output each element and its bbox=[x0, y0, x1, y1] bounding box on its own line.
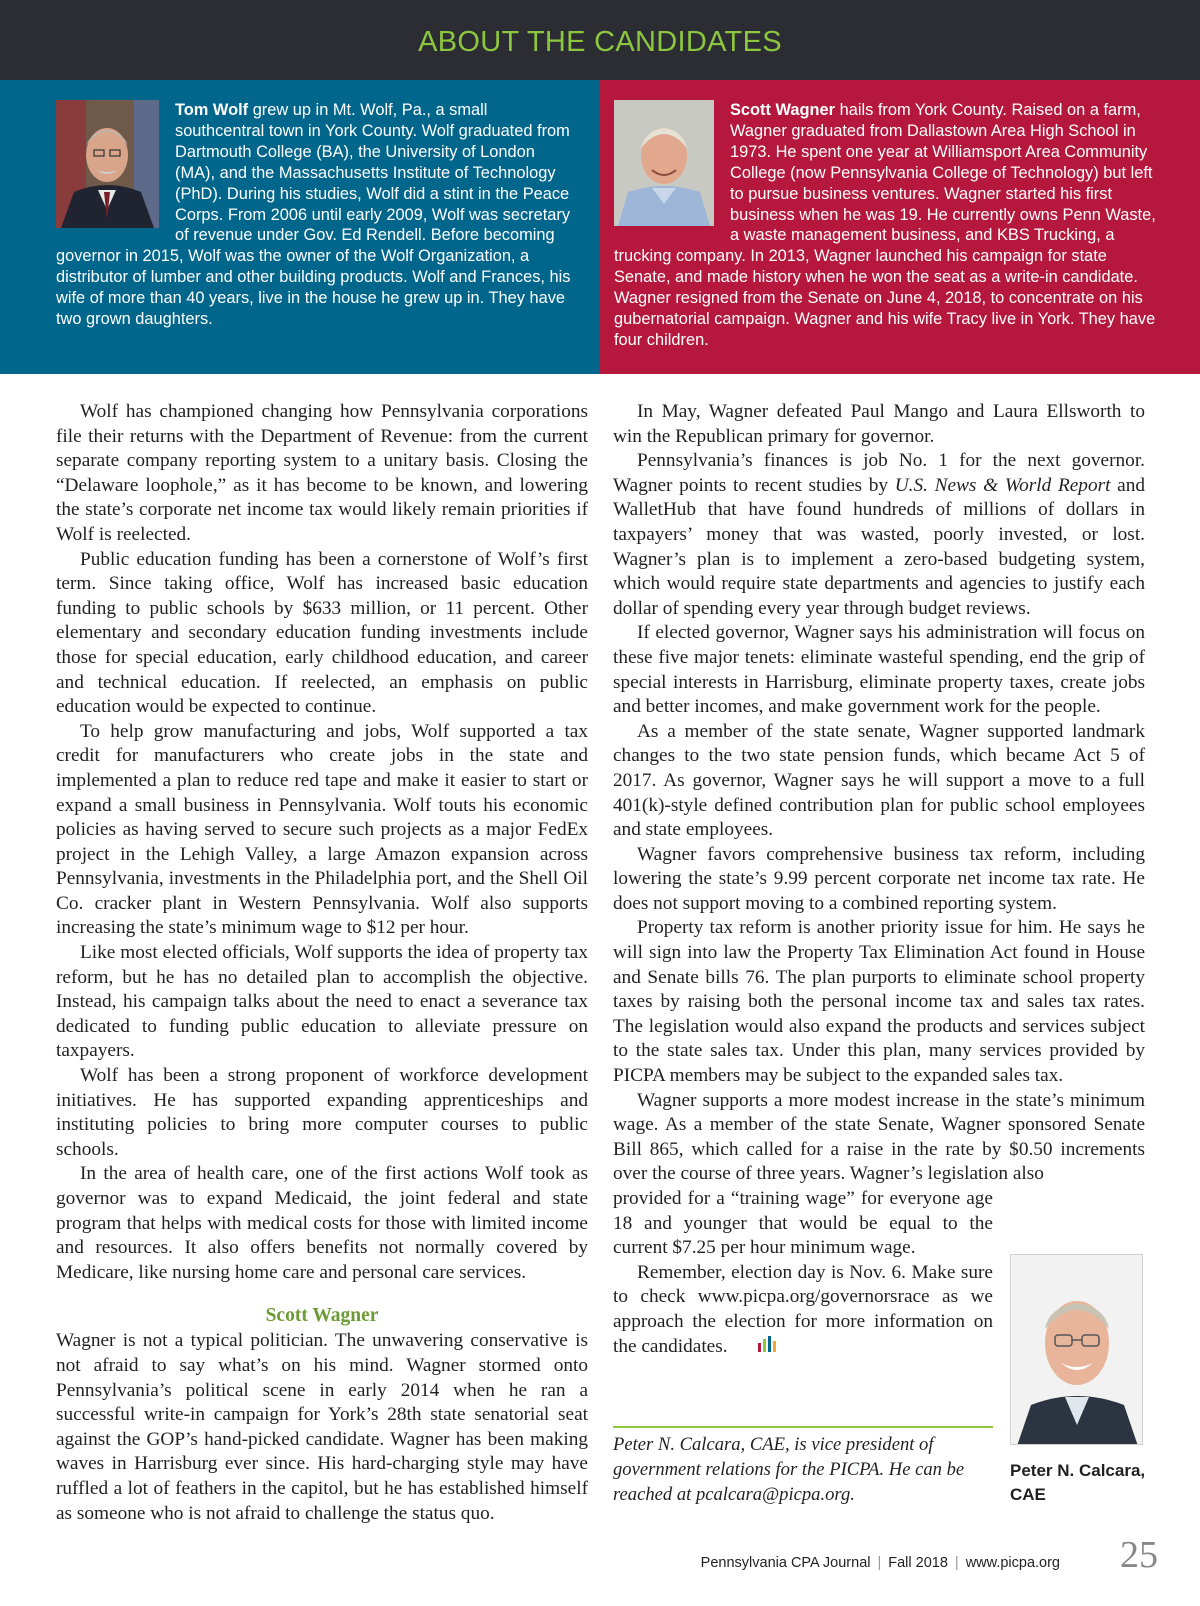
wagner-name: Scott Wagner bbox=[730, 101, 836, 119]
scott-wagner-photo bbox=[614, 100, 714, 226]
narrow-text-block bbox=[613, 1187, 993, 1360]
footer-separator: | bbox=[954, 1555, 959, 1571]
page-number: 25 bbox=[1120, 1534, 1158, 1576]
author-caption-line: Peter N. Calcara, bbox=[1010, 1461, 1146, 1480]
website-link[interactable]: www.picpa.org bbox=[965, 1555, 1060, 1571]
author-divider bbox=[613, 1426, 993, 1428]
wolf-name: Tom Wolf bbox=[175, 101, 249, 119]
text-run: and WalletHub that have found hundreds of millions of dollars in taxpayers’ money that was wasted, poorly invested, or lost. Wagner’s plan is to implement a zero-based budgeting system, which would require state departments and agencies to justify each dollar of spending every year through budget reviews. bbox=[613, 474, 1145, 619]
body-paragraph: In the area of health care, one of the first actions Wolf took as governor was to expand Medicaid, the joint federal and state program that helps with medical costs for those with limited income and resources. It also offers benefits not normally covered by Medicare, like nursing home care and personal care services. bbox=[56, 1163, 588, 1283]
body-paragraph bbox=[613, 449, 1145, 621]
journal-name: Pennsylvania CPA Journal bbox=[700, 1555, 871, 1571]
tom-wolf-photo bbox=[56, 100, 159, 228]
body-paragraph: Like most elected officials, Wolf supports the idea of property tax reform, but he has no detailed plan to accomplish the objective. Instead, his campaign talks about the need to enact a severance tax dedicated to funding public education to alleviate pressure on taxpayers. bbox=[56, 942, 588, 1062]
body-paragraph: Wagner supports a more modest increase in the state’s minimum wage. As a member of the state Senate, Wagner sponsored Senate Bill 865, which called for a raise in the rate by $0.50 increments over the course of three years. Wagner’s legislation also bbox=[613, 1089, 1145, 1185]
author-bio: Peter N. Calcara, CAE, is vice president of government relations for the PICPA. He can be reached at pcalcara@picpa.org. bbox=[613, 1434, 965, 1505]
left-column bbox=[56, 400, 588, 1526]
body-paragraph: To help grow manufacturing and jobs, Wolf supported a tax credit for manufacturers who create jobs in the state and implemented a plan to reduce red tape and make it easier to start or expand a small business in Pennsylvania. Wolf touts his economic policies as having served to secure such projects as a major FedEx project in the Lehigh Valley, a large Amazon expansion across Pennsylvania, investments in the Philadelphia port, and the Shell Oil Co. cracker plant in Western Pennsylvania. Wolf also supports increasing the state’s minimum wage to $12 per hour. bbox=[56, 720, 588, 939]
text-run: Pennsylvania’s finances is job No. 1 for the next governor. Wagner points to recent studies by bbox=[613, 450, 1145, 496]
author-caption-line: CAE bbox=[1010, 1485, 1046, 1504]
body-paragraph: Public education funding has been a cornerstone of Wolf’s first term. Since taking office, Wolf has increased basic education funding to public schools by $633 million, or 11 percent. Other elementary and secondary education funding investments include those for special education, early childhood education, and career and technical education. If reelected, an emphasis on public education would be expected to continue. bbox=[56, 548, 588, 718]
peter-calcara-photo bbox=[1010, 1254, 1143, 1445]
author-photo-caption bbox=[1010, 1459, 1170, 1507]
body-paragraph: As a member of the state senate, Wagner supported landmark changes to the two state pension funds, which became Act 5 of 2017. As governor, Wagner says he will support a move to a full 401(k)-style defined contribution plan for public school employees and state employees. bbox=[613, 720, 1145, 841]
picpa-end-mark-icon bbox=[732, 1335, 778, 1361]
wagner-bio-panel bbox=[600, 80, 1200, 374]
footer-separator: | bbox=[877, 1555, 882, 1571]
right-column bbox=[613, 400, 1145, 1360]
publication-title: U.S. News & World Report bbox=[894, 474, 1111, 496]
page-title: ABOUT THE CANDIDATES bbox=[418, 26, 782, 58]
scott-wagner-subhead: Scott Wagner bbox=[265, 1305, 379, 1327]
wolf-bio-text: grew up in Mt. Wolf, Pa., a small southcentral town in York County. Wolf graduated from Dartmouth College (BA), the University of London (MA), and the Massachusetts Institute of Technology (PhD). During his studies, Wolf did a stint in the Peace Corps. From 2006 until early 2009, Wolf was secretary of revenue under Gov. Ed Rendell. Before becoming governor in 2015, Wolf was the owner of the Wolf Organization, a distributor of lumber and other building products. Wolf and Frances, his wife of more than 40 years, live in the house he grew up in. They have two grown daughters. bbox=[56, 101, 571, 329]
body-paragraph: Wagner favors comprehensive business tax reform, including lowering the state’s 9.99 percent corporate net income tax rate. He does not support moving to a combined reporting system. bbox=[613, 843, 1145, 914]
body-paragraph: In May, Wagner defeated Paul Mango and Laura Ellsworth to win the Republican primary for governor. bbox=[613, 401, 1145, 447]
body-paragraph: Property tax reform is another priority issue for him. He says he will sign into law the Property Tax Elimination Act found in House and Senate bills 76. The plan purports to eliminate school property taxes by raising both the personal income tax and sales tax rates. The legislation would also expand the products and services subject to the state sales tax. Under this plan, many services provided by PICPA members may be subject to the expanded sales tax. bbox=[613, 917, 1145, 1087]
issue-date: Fall 2018 bbox=[888, 1555, 948, 1571]
body-paragraph: If elected governor, Wagner says his administration will focus on these five major tenets: eliminate wasteful spending, end the grip of special interests in Harrisburg, eliminate property taxes, create jobs and better incomes, and make government work for the people. bbox=[613, 622, 1145, 718]
body-paragraph: Wagner is not a typical politician. The unwavering conservative is not afraid to say what’s on his mind. Wagner stormed onto Pennsylvania’s political scene in early 2014 when he ran a successful write-in campaign for York’s 28th state senatorial seat against the GOP’s hand-picked candidate. Wagner has been making waves in Harrisburg ever since. His hard-charging style may have ruffled a lot of feathers in the capitol, but he has established himself as someone who is not afraid to challenge the status quo. bbox=[56, 1330, 588, 1524]
text-run: Remember, election day is Nov. 6. Make sure to check www.picpa.org/governorsrace as we approach the election for more information on the candidates. bbox=[613, 1261, 993, 1357]
wolf-bio-panel bbox=[0, 80, 600, 374]
body-paragraph: Wolf has been a strong proponent of workforce development initiatives. He has supported expanding apprenticeships and instituting policies to bring more computer courses to public schools. bbox=[56, 1065, 588, 1160]
body-paragraph: Wolf has championed changing how Pennsylvania corporations file their returns with the Department of Revenue: from the current separate company reporting system to a unitary basis. Closing the “Delaware loophole,” as it has become to be known, and lowering the state’s corporate net income tax would likely remain priorities if Wolf is reelected. bbox=[56, 401, 588, 545]
page-footer bbox=[701, 1555, 1060, 1571]
wagner-bio-text: hails from York County. Raised on a farm, Wagner graduated from Dallastown Area High School in 1973. He spent one year at Williamsport Area Community College (now Pennsylvania College of Technology) but left to pursue business ventures. Wagner started his first business when he was 19. He currently owns Penn Waste, a waste management business, and KBS Trucking, a trucking company. In 2013, Wagner launched his campaign for state Senate, and made history when he won the seat as a write-in candidate. Wagner resigned from the Senate on June 4, 2018, to concentrate on his gubernatorial campaign. Wagner and his wife Tracy live in York. They have four children. bbox=[614, 101, 1156, 349]
body-paragraph bbox=[613, 1261, 993, 1360]
body-paragraph: provided for a “training wage” for everyone age 18 and younger that would be equal to the current $7.25 per hour minimum wage. bbox=[613, 1188, 993, 1259]
